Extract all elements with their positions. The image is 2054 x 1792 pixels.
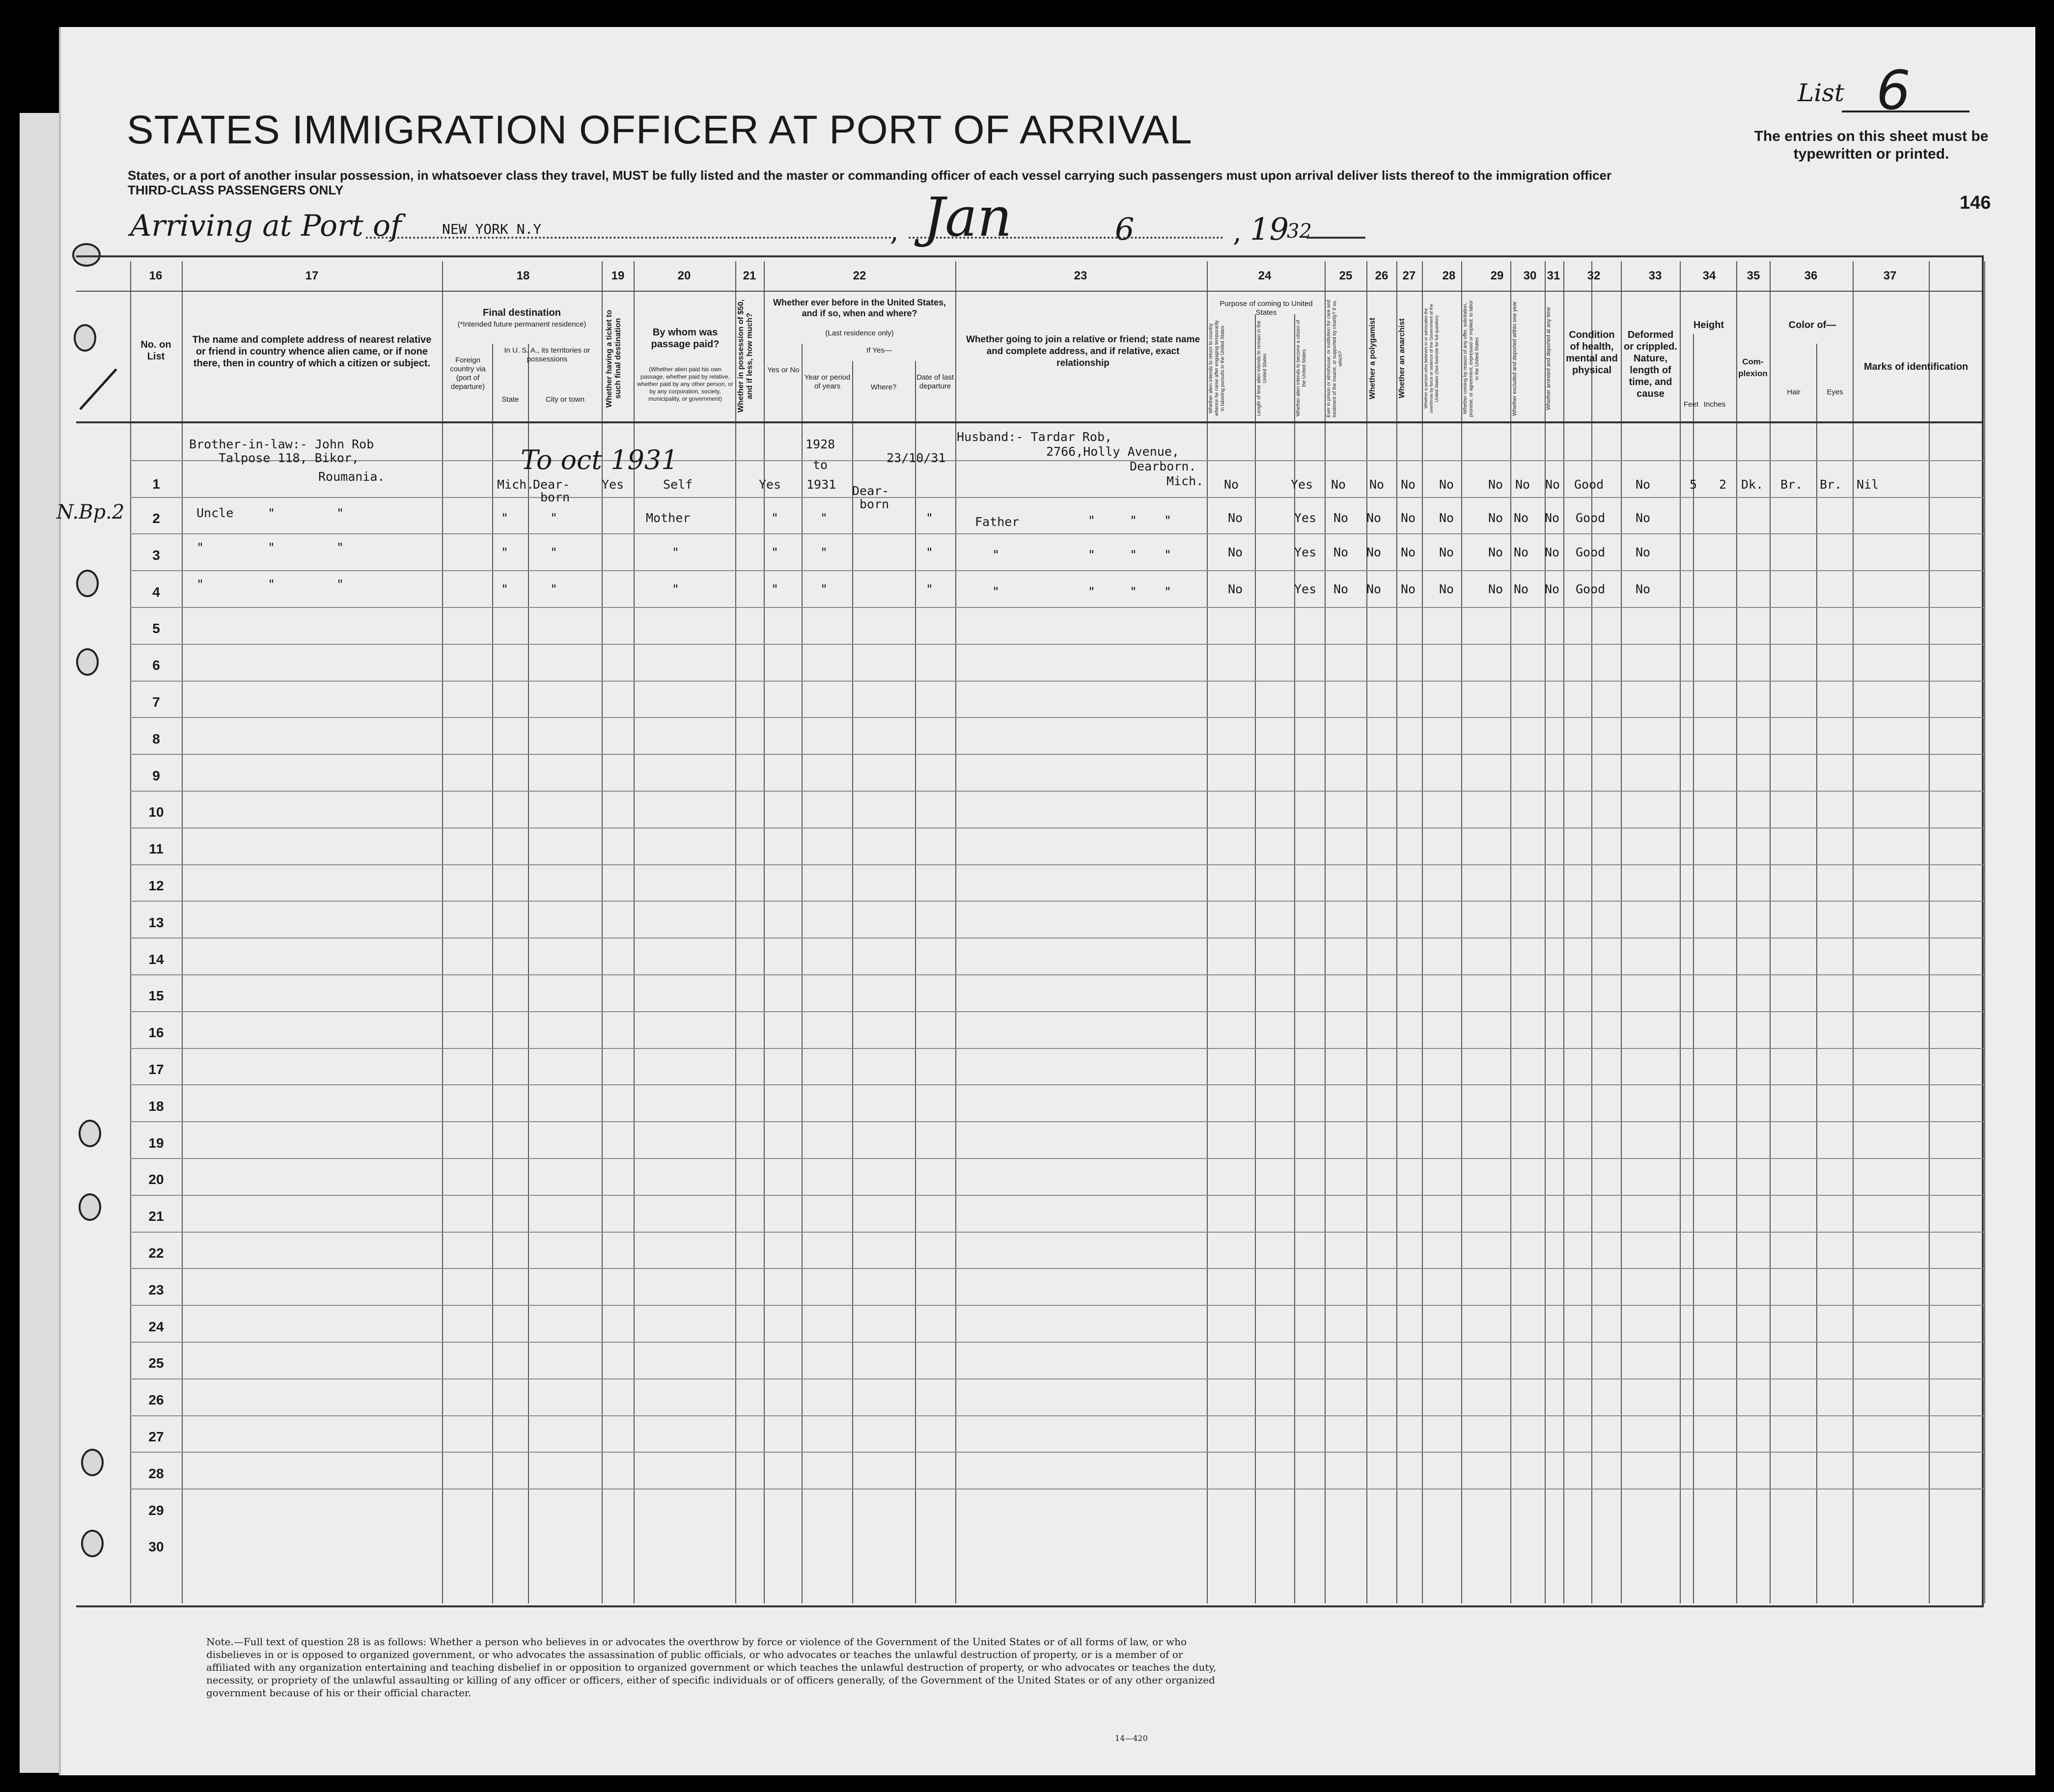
header-feet: Feet xyxy=(1684,400,1699,409)
c31-value: No xyxy=(1545,511,1560,525)
ditto-mark: " xyxy=(268,540,276,554)
c28-value: No xyxy=(1439,582,1454,596)
ditto-mark: " xyxy=(336,540,344,554)
r1-c31: No xyxy=(1545,477,1560,492)
column-number: 32 xyxy=(1587,269,1601,282)
r1-last-departure: 23/10/31 xyxy=(887,451,946,465)
r1-period-a: 1928 xyxy=(805,437,835,451)
list-underline xyxy=(1842,110,1970,112)
row-rule xyxy=(130,1084,1984,1085)
r1-period-b: to xyxy=(813,458,828,472)
r1-relative-line3: Roumania. xyxy=(318,469,385,484)
column-divider xyxy=(1545,261,1546,1603)
header-if-yes: If Yes— xyxy=(866,346,892,355)
deformed-value: No xyxy=(1636,511,1651,525)
column-divider xyxy=(1325,261,1326,1603)
r1-city: Dear- xyxy=(533,477,570,492)
ditto-mark: " xyxy=(820,582,828,596)
column-divider xyxy=(764,261,765,1603)
column-divider xyxy=(955,261,956,1603)
r1-hair: Br. xyxy=(1780,477,1803,492)
header-state: State xyxy=(501,395,519,404)
health-value: Good xyxy=(1576,582,1606,596)
page-title: STATES IMMIGRATION OFFICER AT PORT OF ARRIVAL xyxy=(127,108,1193,152)
column-divider xyxy=(1853,261,1854,1603)
c29-value: No xyxy=(1488,545,1503,559)
c25-value: No xyxy=(1333,545,1349,559)
ditto-mark: " xyxy=(501,582,509,596)
column-number: 23 xyxy=(1074,269,1087,282)
row-number: 3 xyxy=(152,547,160,563)
header-paid-by-note: (Whether alien paid his own passage, whether paid by relative, whether paid by any other person, or by any corporation, society, municipality, or government) xyxy=(637,366,733,402)
row-number: 26 xyxy=(148,1392,164,1408)
r1-money: Yes xyxy=(759,477,781,492)
ditto-mark: " xyxy=(501,511,509,525)
ditto-mark: " xyxy=(196,540,204,554)
row-number: 10 xyxy=(148,804,164,820)
ditto-mark: " xyxy=(1164,548,1172,562)
r1-health: Good xyxy=(1574,477,1604,492)
port-of-arrival: NEW YORK N.Y xyxy=(442,221,542,237)
citizen-value: Yes xyxy=(1294,545,1317,559)
c30-value: No xyxy=(1514,511,1529,525)
r1-c27: No xyxy=(1401,477,1416,492)
row-rule xyxy=(130,1048,1984,1049)
header-where: Where? xyxy=(870,383,897,391)
r1-inches: 2 xyxy=(1719,477,1727,492)
passenger-class: THIRD-CLASS PASSENGERS ONLY xyxy=(128,183,344,197)
row-number: 29 xyxy=(148,1502,164,1518)
header-hair: Hair xyxy=(1787,388,1801,396)
ditto-mark: " xyxy=(992,584,1000,599)
header-height: Height xyxy=(1693,320,1724,331)
underlying-page-edge xyxy=(20,113,64,1773)
row-number: 9 xyxy=(152,768,160,783)
row-rule xyxy=(130,497,1984,498)
citizen-value: Yes xyxy=(1294,511,1317,525)
ditto-mark: " xyxy=(672,582,680,596)
column-divider xyxy=(1510,261,1511,1603)
header-period: Year or period of years xyxy=(804,373,851,390)
header-labor-offer: Whether coming by reason of any offer, solicitation, promise, or agreement, expressed or implied, to labor in the United States xyxy=(1463,300,1480,417)
row-number: 20 xyxy=(148,1172,164,1187)
column-number: 24 xyxy=(1258,269,1272,282)
deformed-value: No xyxy=(1636,582,1651,596)
row-rule xyxy=(130,570,1984,571)
row-number: 5 xyxy=(152,621,160,636)
r1-marks: Nil xyxy=(1857,477,1879,492)
row-number: 27 xyxy=(148,1429,164,1444)
c29-value: No xyxy=(1488,511,1503,525)
r1-feet: 5 xyxy=(1690,477,1697,492)
r1-c29: No xyxy=(1488,477,1503,492)
health-value: Good xyxy=(1576,545,1606,559)
header-polygamist: Whether a polygamist xyxy=(1368,317,1377,400)
list-label: List xyxy=(1798,79,1844,107)
row-rule xyxy=(130,460,1984,461)
column-number: 21 xyxy=(743,269,756,282)
row-rule xyxy=(130,681,1984,682)
row-rule xyxy=(130,1305,1984,1306)
manifest-table xyxy=(76,255,1984,1607)
column-number: 33 xyxy=(1648,269,1662,282)
header-final-destination-note: (*Intended future permanent residence) xyxy=(457,320,586,329)
column-number: 20 xyxy=(677,269,691,282)
column-number: 29 xyxy=(1490,269,1504,282)
row-number: 16 xyxy=(148,1025,164,1041)
header-color-of: Color of— xyxy=(1788,320,1836,331)
c27-value: No xyxy=(1401,582,1416,596)
c28-value: No xyxy=(1439,545,1454,559)
header-yes-or-no: Yes or No xyxy=(767,366,800,374)
header-health: Condition of health, mental and physical xyxy=(1566,330,1618,376)
row-number: 12 xyxy=(148,878,164,893)
ditto-mark: " xyxy=(268,577,276,591)
header-paid-by: By whom was passage paid? xyxy=(651,327,720,350)
c28-value: No xyxy=(1439,511,1454,525)
r1-c26: No xyxy=(1369,477,1385,492)
r1-where: Dear- xyxy=(852,484,889,498)
ditto-mark: " xyxy=(926,511,934,525)
ditto-mark: " xyxy=(550,582,558,596)
header-overthrow: Whether a person who believes in or advocates the overthrow by force or violence of the Government of the United States (See footnote for full question) xyxy=(1423,303,1439,414)
page-number: 146 xyxy=(1960,193,1991,213)
row-number: 7 xyxy=(152,694,160,710)
c26-value: No xyxy=(1366,545,1382,559)
r1-join-line4: Mich. xyxy=(1166,474,1204,488)
row-rule xyxy=(130,1378,1984,1379)
c26-value: No xyxy=(1366,582,1382,596)
ditto-mark: " xyxy=(771,582,779,596)
row-rule xyxy=(130,754,1984,755)
header-anarchist: Whether an anarchist xyxy=(1398,318,1406,399)
ditto-mark: " xyxy=(550,511,558,525)
ditto-mark: " xyxy=(268,506,276,520)
header-relative: The name and complete address of nearest relative or friend in country whence alien came, or if none there, then in country of which a citizen or subject. xyxy=(192,334,432,369)
arrival-month: Jan xyxy=(923,186,1012,248)
row-number: 13 xyxy=(148,914,164,930)
row-rule xyxy=(130,1452,1984,1453)
arriving-label: Arriving at Port of xyxy=(130,209,402,243)
column-divider xyxy=(1563,261,1564,1603)
typewritten-notice: The entries on this sheet must be typewritten or printed. xyxy=(1754,128,1989,162)
header-eyes: Eyes xyxy=(1827,388,1843,396)
header-city: City or town xyxy=(545,395,585,404)
column-divider xyxy=(735,261,736,1603)
column-divider xyxy=(1255,314,1256,1603)
header-bottom-rule xyxy=(76,421,1982,423)
column-divider xyxy=(1770,261,1771,1603)
r1-join-line2: 2766,Holly Avenue, xyxy=(1046,444,1179,459)
row-number: 4 xyxy=(152,584,160,600)
r2-join: Father xyxy=(975,515,1020,529)
row-rule xyxy=(130,1342,1984,1343)
column-divider xyxy=(1461,261,1462,1603)
row-number: 1 xyxy=(152,476,160,492)
column-divider xyxy=(1736,261,1737,1603)
column-divider xyxy=(1591,261,1592,1603)
row-rule xyxy=(130,1158,1984,1159)
ditto-mark: " xyxy=(672,545,680,559)
citizen-value: Yes xyxy=(1294,582,1317,596)
header-join: Whether going to join a relative or friend; state name and complete address, and if relative, exact relationship xyxy=(966,334,1200,368)
form-number: 14—420 xyxy=(1115,1734,1148,1743)
column-number: 17 xyxy=(305,269,319,282)
r2-relative: Uncle xyxy=(196,506,234,520)
ditto-mark: " xyxy=(1130,513,1138,527)
c30-value: No xyxy=(1514,545,1529,559)
c25-value: No xyxy=(1333,511,1349,525)
ditto-mark: " xyxy=(196,577,204,591)
r1-c25: No xyxy=(1331,477,1346,492)
header-before-us: Whether ever before in the United States, and if so, when and where? xyxy=(773,298,946,318)
c25-value: No xyxy=(1333,582,1349,596)
ditto-mark: " xyxy=(1164,584,1172,599)
header-last-departure: Date of last departure xyxy=(916,373,954,390)
ditto-mark: " xyxy=(771,511,779,525)
r1-state: Mich. xyxy=(497,477,534,492)
header-foreign-country: Foreign country via (port of departure) xyxy=(450,356,486,391)
column-number: 28 xyxy=(1442,269,1456,282)
column-divider xyxy=(1816,344,1817,1603)
r1-complexion: Dk. xyxy=(1741,477,1764,492)
row-rule xyxy=(130,533,1984,534)
header-arrested: Whether arrested and deported at any time xyxy=(1546,307,1552,410)
arrival-day: 6 xyxy=(1115,211,1135,247)
column-divider xyxy=(528,344,529,1603)
column-number: 26 xyxy=(1375,269,1388,282)
column-divider xyxy=(130,261,131,1603)
purpose-value: No xyxy=(1228,582,1243,596)
column-number: 27 xyxy=(1402,269,1416,282)
column-number: 34 xyxy=(1702,269,1716,282)
header-purpose-citizen: Whether alien intends to become a citizen of the United States xyxy=(1296,320,1307,417)
header-money: Whether in possession of $50, and if less, how much? xyxy=(737,299,754,413)
ditto-mark: " xyxy=(1088,548,1096,562)
list-number: 6 xyxy=(1876,59,1911,122)
ditto-mark: " xyxy=(771,545,779,559)
c31-value: No xyxy=(1545,582,1560,596)
header-before-us-note: (Last residence only) xyxy=(825,329,894,337)
row-number: 22 xyxy=(148,1245,164,1261)
purpose-value: No xyxy=(1228,545,1243,559)
intro-text: States, or a port of another insular possession, in whatsoever class they travel, MUST be fully listed and the master or commanding officer of each vessel carrying such passengers must upon arrival deliver lists thereof to the immigration officer xyxy=(128,168,1612,183)
ditto-mark: " xyxy=(820,545,828,559)
c27-value: No xyxy=(1401,511,1416,525)
column-divider xyxy=(182,261,183,1603)
row-rule xyxy=(130,1232,1984,1233)
arrival-year-suffix: 32 xyxy=(1287,220,1312,243)
row-rule xyxy=(130,1268,1984,1269)
ditto-mark: " xyxy=(1164,513,1172,527)
row-number: 17 xyxy=(148,1062,164,1077)
r1-where-cont: born xyxy=(860,497,889,511)
row-rule xyxy=(130,607,1984,608)
r1-paid-by: Self xyxy=(663,477,693,492)
r1-relative-line1: Brother-in-law:- John Rob xyxy=(189,437,374,451)
column-number: 31 xyxy=(1547,269,1560,282)
column-divider xyxy=(1207,261,1208,1603)
header-purpose-return: Whether alien intends to return to country whence he came after engaging temporarily in laboring pursuits in the United States xyxy=(1208,320,1225,416)
health-value: Good xyxy=(1576,511,1606,525)
ditto-mark: " xyxy=(1130,584,1138,599)
column-divider xyxy=(1294,314,1295,1603)
header-deformed: Deformed or crippled. Nature, length of time, and cause xyxy=(1624,330,1677,399)
row-number: 18 xyxy=(148,1098,164,1114)
comma: , xyxy=(890,215,899,247)
column-divider xyxy=(1984,261,1985,1603)
row-number: 30 xyxy=(148,1539,164,1555)
ditto-mark: " xyxy=(926,582,934,596)
date-dotted-line xyxy=(909,237,1223,239)
column-divider xyxy=(1366,261,1367,1603)
row-rule xyxy=(130,937,1984,938)
comma: , xyxy=(1233,216,1242,248)
deformed-value: No xyxy=(1636,545,1651,559)
row-number: 6 xyxy=(152,658,160,673)
column-divider xyxy=(1621,261,1622,1603)
header-excluded: Whether excluded and deported within one year xyxy=(1512,301,1518,416)
r1-purpose: No xyxy=(1224,477,1239,492)
row-number: 25 xyxy=(148,1355,164,1371)
ditto-mark: " xyxy=(550,545,558,559)
c30-value: No xyxy=(1514,582,1529,596)
header-prison: Ever in prison or almshouse, or institution for care and treatment of the insane, or supported by charity? If so, which? xyxy=(1326,300,1343,417)
purpose-value: No xyxy=(1228,511,1243,525)
ditto-mark: " xyxy=(1130,548,1138,562)
ditto-mark: " xyxy=(336,577,344,591)
row-rule xyxy=(130,827,1984,828)
column-divider xyxy=(1680,261,1681,1603)
margin-annotation: N.Bp.2 xyxy=(56,501,125,524)
row-number: 15 xyxy=(148,988,164,1004)
r1-handwritten-note: To oct 1931 xyxy=(521,444,678,475)
column-number: 19 xyxy=(611,269,625,282)
r1-citizen: Yes xyxy=(1291,477,1313,492)
row-number: 21 xyxy=(148,1209,164,1224)
r1-join-line3: Dearborn. xyxy=(1130,459,1196,473)
column-number-rule xyxy=(76,291,1982,292)
r1-city-cont: born xyxy=(540,490,570,504)
row-number: 2 xyxy=(152,511,160,526)
header-purpose-length: Length of time alien intends to remain in the United States xyxy=(1256,321,1268,416)
header-complexion: Com-plexion xyxy=(1738,357,1768,378)
ditto-mark: " xyxy=(992,548,1000,562)
column-divider xyxy=(492,344,493,1603)
row-number: 19 xyxy=(148,1135,164,1151)
header-inches: Inches xyxy=(1703,400,1726,409)
row-rule xyxy=(130,644,1984,645)
c31-value: No xyxy=(1545,545,1560,559)
r1-ticket: Yes xyxy=(602,477,624,492)
ditto-mark: " xyxy=(1088,513,1096,527)
arrival-year-prefix: 19 xyxy=(1250,211,1289,247)
column-divider xyxy=(442,261,443,1603)
row-number: 14 xyxy=(148,951,164,967)
row-number: 24 xyxy=(148,1319,164,1334)
footnote-question-28: Note.—Full text of question 28 is as follows: Whether a person who believes in or advocates the overthrow by force or violence of the Government of the United States or of all forms of law, or who disbelieves in or is opposed to organized government, or who advocates the assassination of public officials, or who advocates or teaches the unlawful destruction of property, or is a member of or affiliated with any organization entertaining and teaching disbelief in or opposition to organized government or which teaches the unlawful destruction of property, or who advocates or teaches the duty, necessity, or propriety of the unlawful assaulting or killing of any officer or officers, either of specific individuals or of officers generally, of the Government of the United States or of any other organized government because of his or their official character. xyxy=(206,1636,1217,1699)
header-no-on-list: No. on List xyxy=(140,339,171,362)
row-rule xyxy=(130,1121,1984,1122)
column-number: 16 xyxy=(149,269,163,282)
column-divider xyxy=(802,344,803,1603)
column-number: 37 xyxy=(1883,269,1897,282)
c29-value: No xyxy=(1488,582,1503,596)
column-number: 25 xyxy=(1339,269,1353,282)
r2-paid-by: Mother xyxy=(646,511,691,525)
header-ticket: Whether having a ticket to such final destination xyxy=(605,309,622,408)
header-marks: Marks of identification xyxy=(1863,361,1969,372)
row-rule xyxy=(130,1011,1984,1012)
r1-period-c: 1931 xyxy=(806,477,836,492)
ditto-mark: " xyxy=(1088,584,1096,599)
column-number: 22 xyxy=(853,269,866,282)
row-rule xyxy=(130,974,1984,975)
r1-relative-line2: Talpose 118, Bikor, xyxy=(219,451,359,465)
column-divider xyxy=(852,361,853,1603)
ditto-mark: " xyxy=(501,545,509,559)
ditto-mark: " xyxy=(336,506,344,520)
row-number: 23 xyxy=(148,1282,164,1297)
year-line xyxy=(1306,237,1365,239)
row-rule xyxy=(130,901,1984,902)
row-rule xyxy=(130,1415,1984,1416)
column-divider xyxy=(1929,261,1930,1603)
r1-deformed: No xyxy=(1636,477,1651,492)
column-divider xyxy=(915,361,916,1603)
row-rule xyxy=(130,1195,1984,1196)
column-number: 18 xyxy=(516,269,530,282)
row-number: 28 xyxy=(148,1465,164,1481)
r1-join-line1: Husband:- Tardar Rob, xyxy=(957,430,1112,444)
column-number: 36 xyxy=(1804,269,1818,282)
column-divider xyxy=(1396,261,1397,1603)
ditto-mark: " xyxy=(926,545,934,559)
header-final-destination: Final destination xyxy=(483,307,561,318)
column-number: 35 xyxy=(1747,269,1760,282)
r1-eyes: Br. xyxy=(1820,477,1842,492)
row-number: 11 xyxy=(149,841,164,857)
header-purpose: Purpose of coming to United States xyxy=(1220,300,1313,317)
row-rule xyxy=(130,791,1984,792)
column-divider xyxy=(1422,261,1423,1603)
header-usa: In U. S. A., its territories or possessions xyxy=(504,346,590,363)
c27-value: No xyxy=(1401,545,1416,559)
column-number: 30 xyxy=(1523,269,1537,282)
row-number: 8 xyxy=(152,731,160,746)
ditto-mark: " xyxy=(820,511,828,525)
row-rule xyxy=(130,864,1984,865)
r1-c28: No xyxy=(1439,477,1454,492)
r1-c30: No xyxy=(1515,477,1530,492)
column-divider xyxy=(1693,334,1694,1603)
row-rule xyxy=(130,717,1984,718)
c26-value: No xyxy=(1366,511,1382,525)
